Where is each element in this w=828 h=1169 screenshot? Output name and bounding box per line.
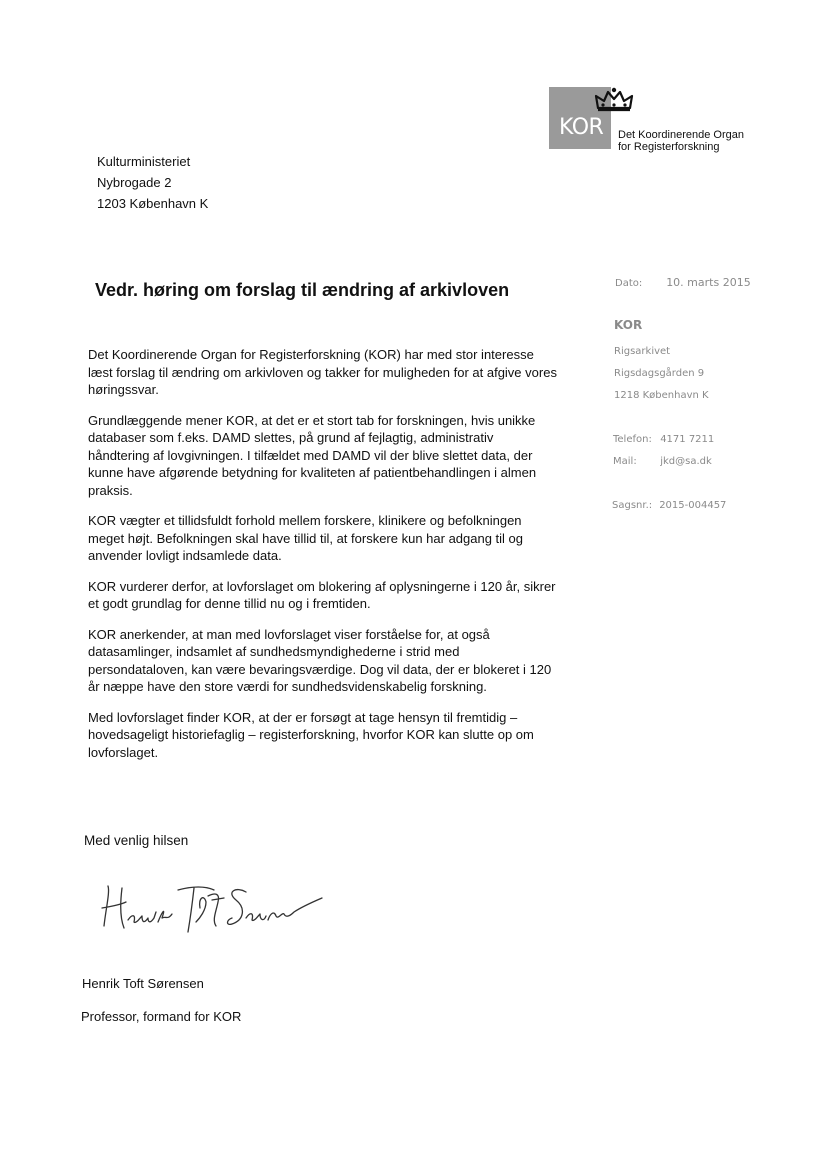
phone-value: 4171 7211	[660, 434, 715, 445]
crown-icon	[592, 86, 636, 112]
date-label: Dato:	[615, 278, 643, 289]
sender-address3: 1218 København K	[614, 390, 709, 401]
sender-address1: Rigsarkivet	[614, 346, 671, 357]
subject-heading: Vedr. høring om forslag til ændring af arkivloven	[95, 280, 510, 300]
paragraph-6: Med lovforslaget finder KOR, at der er forsøgt at tage hensyn til fremtidig – hovedsageligt historiefaglig – registerforskning, hvorfor KOR kan slutte op om lovforslaget.	[88, 709, 534, 760]
org-name-line2: for Registerforskning	[618, 141, 720, 153]
letter-body	[88, 346, 558, 774]
paragraph-3: KOR vægter et tillidsfuldt forhold mellem forskere, klinikere og befolkningen meget højt. Befolkningen skal have tillid til, at forskere kun har adgang til og anvender lovligt indsamlede data.	[88, 513, 524, 563]
recipient-line1: Kulturministeriet	[97, 154, 191, 169]
case-value: 2015-004457	[659, 500, 727, 511]
mail-row	[613, 456, 712, 467]
phone-label: Telefon:	[613, 434, 652, 445]
mail-value: jkd@sa.dk	[660, 456, 712, 467]
handwritten-signature	[96, 878, 326, 938]
recipient-address	[97, 151, 208, 214]
recipient-line2: Nybrogade 2	[97, 175, 172, 190]
date-value: 10. marts 2015	[666, 276, 751, 289]
sender-name: KOR	[614, 318, 643, 332]
paragraph-4: KOR vurderer derfor, at lovforslaget om blokering af oplysningerne i 120 år, sikrer et godt grundlag for denne tillid nu og i fremtiden.	[88, 578, 556, 611]
phone-row	[613, 434, 714, 445]
case-row	[612, 500, 726, 511]
mail-label: Mail:	[613, 456, 637, 467]
signer-name: Henrik Toft Sørensen	[82, 976, 204, 991]
organization-name	[618, 129, 744, 153]
paragraph-5: KOR anerkender, at man med lovforslaget viser forståelse for, at også datasamlinger, indsamlet af sundhedsmyndighederne i strid med persondataloven, kan være bevaringsværdige. Dog vil data, der er blokeret i 120 år næppe have den store værdi for sundhedsvidenskabelig forskning.	[88, 626, 552, 694]
signer-title: Professor, formand for KOR	[81, 1009, 242, 1024]
case-label: Sagsnr.:	[612, 500, 653, 511]
closing-line: Med venlig hilsen	[84, 833, 189, 848]
sender-address2: Rigsdagsgården 9	[614, 368, 705, 379]
recipient-line3: 1203 København K	[97, 196, 209, 211]
logo-acronym: KOR	[559, 115, 604, 140]
date-row	[615, 276, 751, 289]
paragraph-2: Grundlæggende mener KOR, at det er et stort tab for forskningen, hvis unikke databaser som f.eks. DAMD slettes, på grund af fejlagtig, administrativ håndtering af lovgivningen. I tilfældet med DAMD vil der blive slettet data, der kunne have afgørende betydning for kvaliteten af patientbehandlingen i almen praksis.	[88, 412, 537, 498]
paragraph-1: Det Koordinerende Organ for Registerforskning (KOR) har med stor interesse læst forslag til ændring om arkivloven og takker for muligheden for at afgive vores høringssvar.	[88, 347, 557, 397]
org-name-line1: Det Koordinerende Organ	[618, 129, 744, 141]
